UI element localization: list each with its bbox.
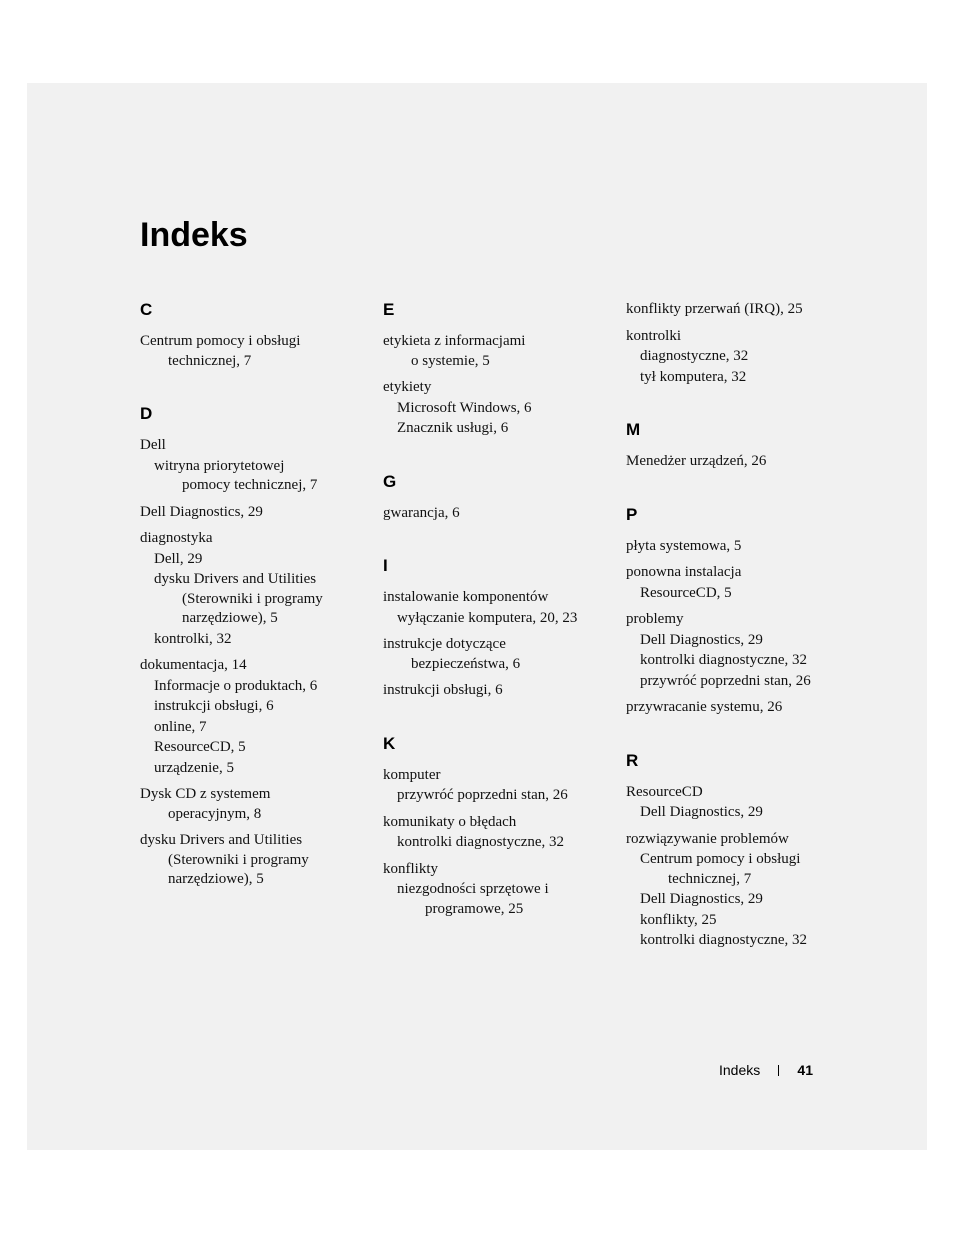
index-subterm: ResourceCD, 5: [154, 739, 246, 755]
index-continuation: o systemie, 5: [411, 352, 490, 369]
index-letter-heading: P: [626, 504, 638, 524]
index-term: etykiety: [383, 379, 432, 395]
index-term: Centrum pomocy i obsługi: [140, 333, 301, 349]
index-subterm: Dell Diagnostics, 29: [640, 891, 763, 907]
index-term: komunikaty o błędach: [383, 813, 517, 830]
index-term: Dysk CD z systemem: [140, 786, 271, 802]
index-continuation: technicznej, 7: [168, 352, 252, 369]
index-continuation: (Sterowniki i programy: [168, 851, 309, 868]
index-group: [140, 300, 370, 371]
index-term: dysku Drivers and Utilities: [140, 832, 303, 848]
index-subterm: Dell Diagnostics, 29: [640, 804, 763, 820]
footer-label: Indeks: [719, 1062, 761, 1078]
page-title: Indeks: [140, 216, 248, 254]
index-subterm: diagnostyczne, 32: [640, 348, 749, 364]
index-entry: [626, 452, 856, 472]
index-group: [383, 556, 613, 701]
index-term: instrukcje dotyczące: [383, 636, 506, 652]
index-term: ponowna instalacja: [626, 564, 742, 580]
index-group: [383, 472, 613, 524]
index-entry: [140, 332, 370, 371]
index-group: [626, 300, 856, 387]
index-term: Dell Diagnostics, 29: [140, 503, 263, 520]
index-entry: [140, 529, 370, 649]
index-term: instrukcji obsługi, 6: [383, 682, 503, 698]
page-footer: [700, 1060, 813, 1080]
index-subterm: urządzenie, 5: [154, 759, 234, 776]
index-entry: [140, 831, 370, 890]
index-subterm: niezgodności sprzętowe i: [397, 881, 549, 897]
index-entry: [140, 436, 370, 496]
index-entry: [626, 610, 856, 691]
index-continuation: programowe, 25: [425, 900, 524, 917]
index-entry: [383, 813, 613, 853]
index-term: przywracanie systemu, 26: [626, 699, 783, 715]
index-subterm: instrukcji obsługi, 6: [154, 698, 274, 714]
index-subterm: przywróć poprzedni stan, 26: [397, 787, 568, 803]
index-continuation: bezpieczeństwa, 6: [411, 655, 521, 672]
index-entry: [383, 766, 613, 806]
index-subterm: ResourceCD, 5: [640, 584, 732, 601]
index-subterm: online, 7: [154, 718, 207, 735]
index-subterm: tył komputera, 32: [640, 368, 747, 385]
index-subterm: kontrolki diagnostyczne, 32: [640, 932, 808, 948]
index-term: Menedżer urządzeń, 26: [626, 453, 767, 469]
index-subterm: dysku Drivers and Utilities: [154, 571, 317, 587]
index-subterm: Znacznik usługi, 6: [397, 420, 509, 436]
index-entry: [383, 860, 613, 920]
page-number: 41: [797, 1062, 813, 1078]
index-continuation: operacyjnym, 8: [168, 805, 262, 822]
index-group: [626, 751, 856, 951]
index-subterm: Dell, 29: [154, 550, 203, 567]
index-group: [140, 404, 370, 890]
index-term: ResourceCD: [626, 783, 703, 800]
index-term: problemy: [626, 611, 684, 627]
index-subterm: kontrolki diagnostyczne, 32: [640, 652, 808, 668]
index-entry: [626, 300, 856, 320]
index-term: instalowanie komponentów: [383, 589, 549, 605]
index-subterm: wyłączanie komputera, 20, 23: [397, 609, 578, 626]
index-term: rozwiązywanie problemów: [626, 830, 789, 847]
index-subterm: kontrolki diagnostyczne, 32: [397, 834, 565, 850]
index-entry: [140, 503, 370, 523]
index-term: płyta systemowa, 5: [626, 537, 742, 554]
index-subterm: Dell Diagnostics, 29: [640, 631, 763, 648]
index-term: konflikty przerwań (IRQ), 25: [626, 301, 803, 317]
index-letter-heading: D: [140, 404, 153, 423]
index-entry: [383, 378, 613, 439]
index-entry: [626, 830, 856, 951]
index-term: komputer: [383, 766, 441, 783]
index-continuation: technicznej, 7: [668, 870, 752, 887]
index-term: dokumentacja, 14: [140, 657, 247, 673]
index-letter-heading: R: [626, 750, 639, 770]
index-continuation: narzędziowe), 5: [182, 610, 278, 626]
index-entry: [383, 635, 613, 674]
index-column-2: [383, 300, 613, 919]
index-entry: [626, 563, 856, 603]
index-entry: [626, 783, 856, 823]
index-group: [626, 505, 856, 718]
index-letter-heading: G: [383, 471, 397, 491]
index-continuation: pomocy technicznej, 7: [182, 477, 318, 493]
index-entry: [383, 681, 613, 701]
index-entry: [626, 698, 856, 718]
index-column-3: [626, 300, 856, 951]
index-term: konflikty: [383, 860, 438, 877]
index-entry: [140, 785, 370, 824]
index-entry: [383, 332, 613, 371]
index-letter-heading: M: [626, 420, 641, 439]
index-letter-heading: K: [383, 733, 396, 753]
index-column-1: [140, 300, 370, 890]
index-group: [626, 420, 856, 472]
index-subterm: kontrolki, 32: [154, 630, 232, 647]
index-continuation: narzędziowe), 5: [168, 871, 264, 887]
index-subterm: Microsoft Windows, 6: [397, 399, 532, 416]
index-entry: [626, 327, 856, 388]
index-subterm: Informacje o produktach, 6: [154, 677, 318, 694]
index-letter-heading: I: [383, 556, 388, 575]
index-term: kontrolki: [626, 327, 681, 344]
index-group: [383, 300, 613, 439]
index-subterm: konflikty, 25: [640, 911, 717, 928]
index-subterm: Centrum pomocy i obsługi: [640, 851, 801, 867]
index-subterm: witryna priorytetowej: [154, 457, 285, 474]
index-entry: [383, 504, 613, 524]
index-letter-heading: C: [140, 300, 153, 319]
footer-separator: [778, 1065, 779, 1076]
index-continuation: (Sterowniki i programy: [182, 590, 323, 607]
index-entry: [383, 588, 613, 628]
index-term: gwarancja, 6: [383, 504, 460, 521]
index-group: [383, 734, 613, 920]
index-term: etykieta z informacjami: [383, 333, 526, 349]
index-letter-heading: E: [383, 300, 395, 319]
index-entry: [626, 537, 856, 557]
index-term: Dell: [140, 437, 166, 453]
index-entry: [140, 656, 370, 778]
index-subterm: przywróć poprzedni stan, 26: [640, 672, 811, 689]
index-term: diagnostyka: [140, 530, 213, 546]
